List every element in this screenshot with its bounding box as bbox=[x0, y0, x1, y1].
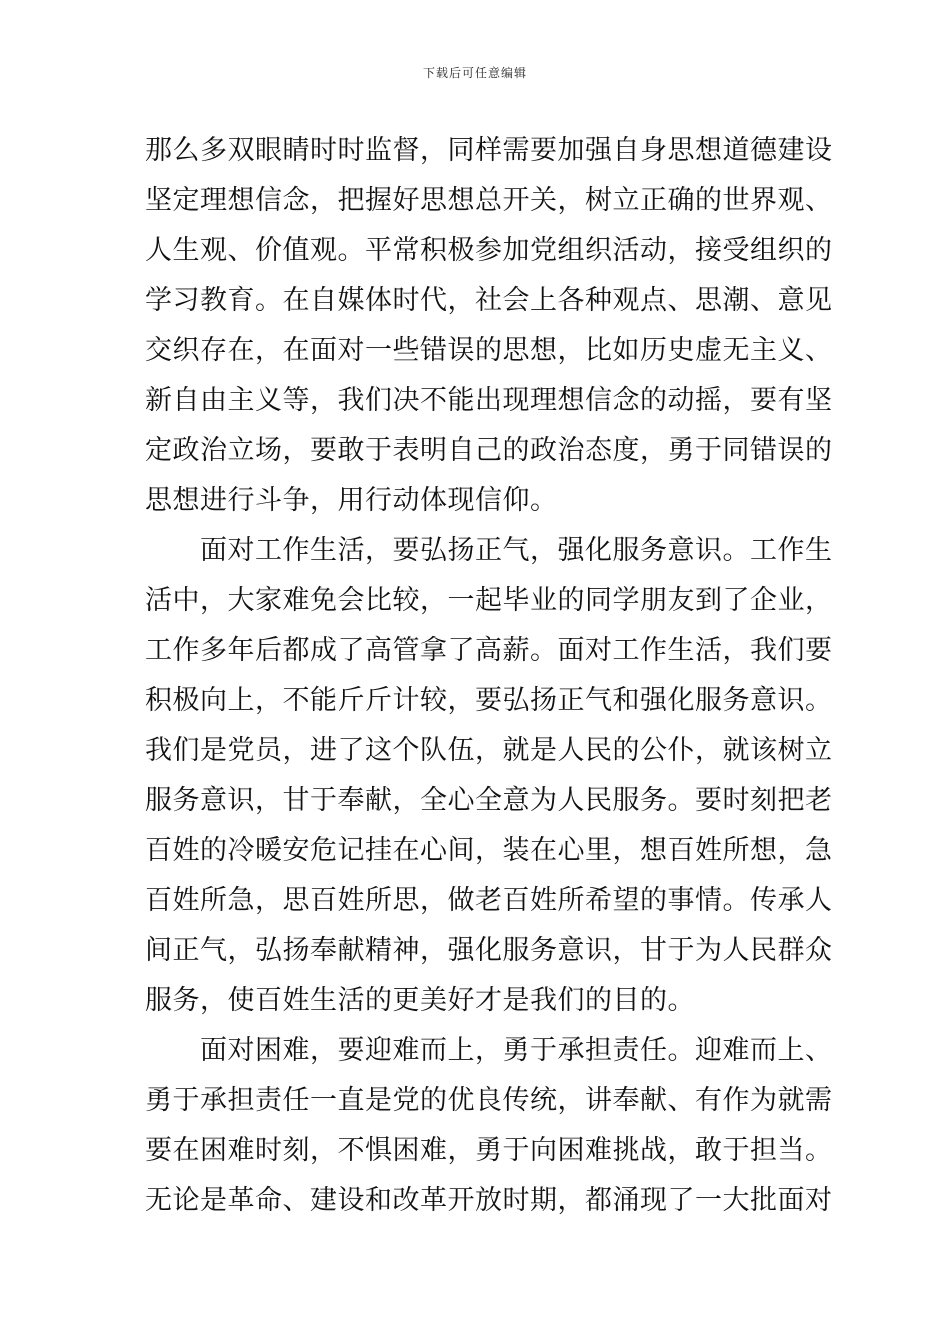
text-line: 百姓的冷暖安危记挂在心间，装在心里，想百姓所想，急 bbox=[145, 835, 833, 866]
body-text bbox=[145, 126, 833, 1226]
text-line: 活中，大家难免会比较，一起毕业的同学朋友到了企业， bbox=[145, 585, 833, 616]
text-line: 坚定理想信念，把握好思想总开关，树立正确的世界观、 bbox=[145, 185, 833, 216]
text-line: 新自由主义等，我们决不能出现理想信念的动摇，要有坚 bbox=[145, 385, 833, 416]
text-line: 我们是党员，进了这个队伍，就是人民的公仆，就该树立 bbox=[145, 735, 833, 766]
text-line: 百姓所急，思百姓所思，做老百姓所希望的事情。传承人 bbox=[145, 885, 833, 916]
text-line: 定政治立场，要敢于表明自己的政治态度，勇于同错误的 bbox=[145, 435, 833, 466]
text-line: 积极向上，不能斤斤计较，要弘扬正气和强化服务意识。 bbox=[145, 685, 833, 716]
paragraph-start-line: 面对困难，要迎难而上，勇于承担责任。迎难而上、 bbox=[145, 1035, 833, 1066]
text-line: 要在困难时刻，不惧困难，勇于向困难挑战，敢于担当。 bbox=[145, 1135, 833, 1166]
text-line: 勇于承担责任一直是党的优良传统，讲奉献、有作为就需 bbox=[145, 1085, 833, 1116]
text-line: 无论是革命、建设和改革开放时期，都涌现了一大批面对 bbox=[145, 1185, 833, 1216]
text-line: 人生观、价值观。平常积极参加党组织活动，接受组织的 bbox=[145, 235, 833, 266]
text-line: 交织存在，在面对一些错误的思想，比如历史虚无主义、 bbox=[145, 335, 833, 366]
text-line: 间正气，弘扬奉献精神，强化服务意识，甘于为人民群众 bbox=[145, 935, 833, 966]
text-line: 工作多年后都成了高管拿了高薪。面对工作生活，我们要 bbox=[145, 635, 833, 666]
page-header: 下载后可任意编辑 bbox=[422, 66, 527, 80]
text-line: 思想进行斗争，用行动体现信仰。 bbox=[145, 485, 558, 516]
text-line: 学习教育。在自媒体时代，社会上各种观点、思潮、意见 bbox=[145, 285, 833, 316]
paragraph-start-line: 面对工作生活，要弘扬正气，强化服务意识。工作生 bbox=[145, 535, 833, 566]
text-line: 服务意识，甘于奉献，全心全意为人民服务。要时刻把老 bbox=[145, 785, 833, 816]
text-line: 服务，使百姓生活的更美好才是我们的目的。 bbox=[145, 985, 695, 1016]
text-line: 那么多双眼睛时时监督，同样需要加强自身思想道德建设 bbox=[145, 135, 833, 166]
